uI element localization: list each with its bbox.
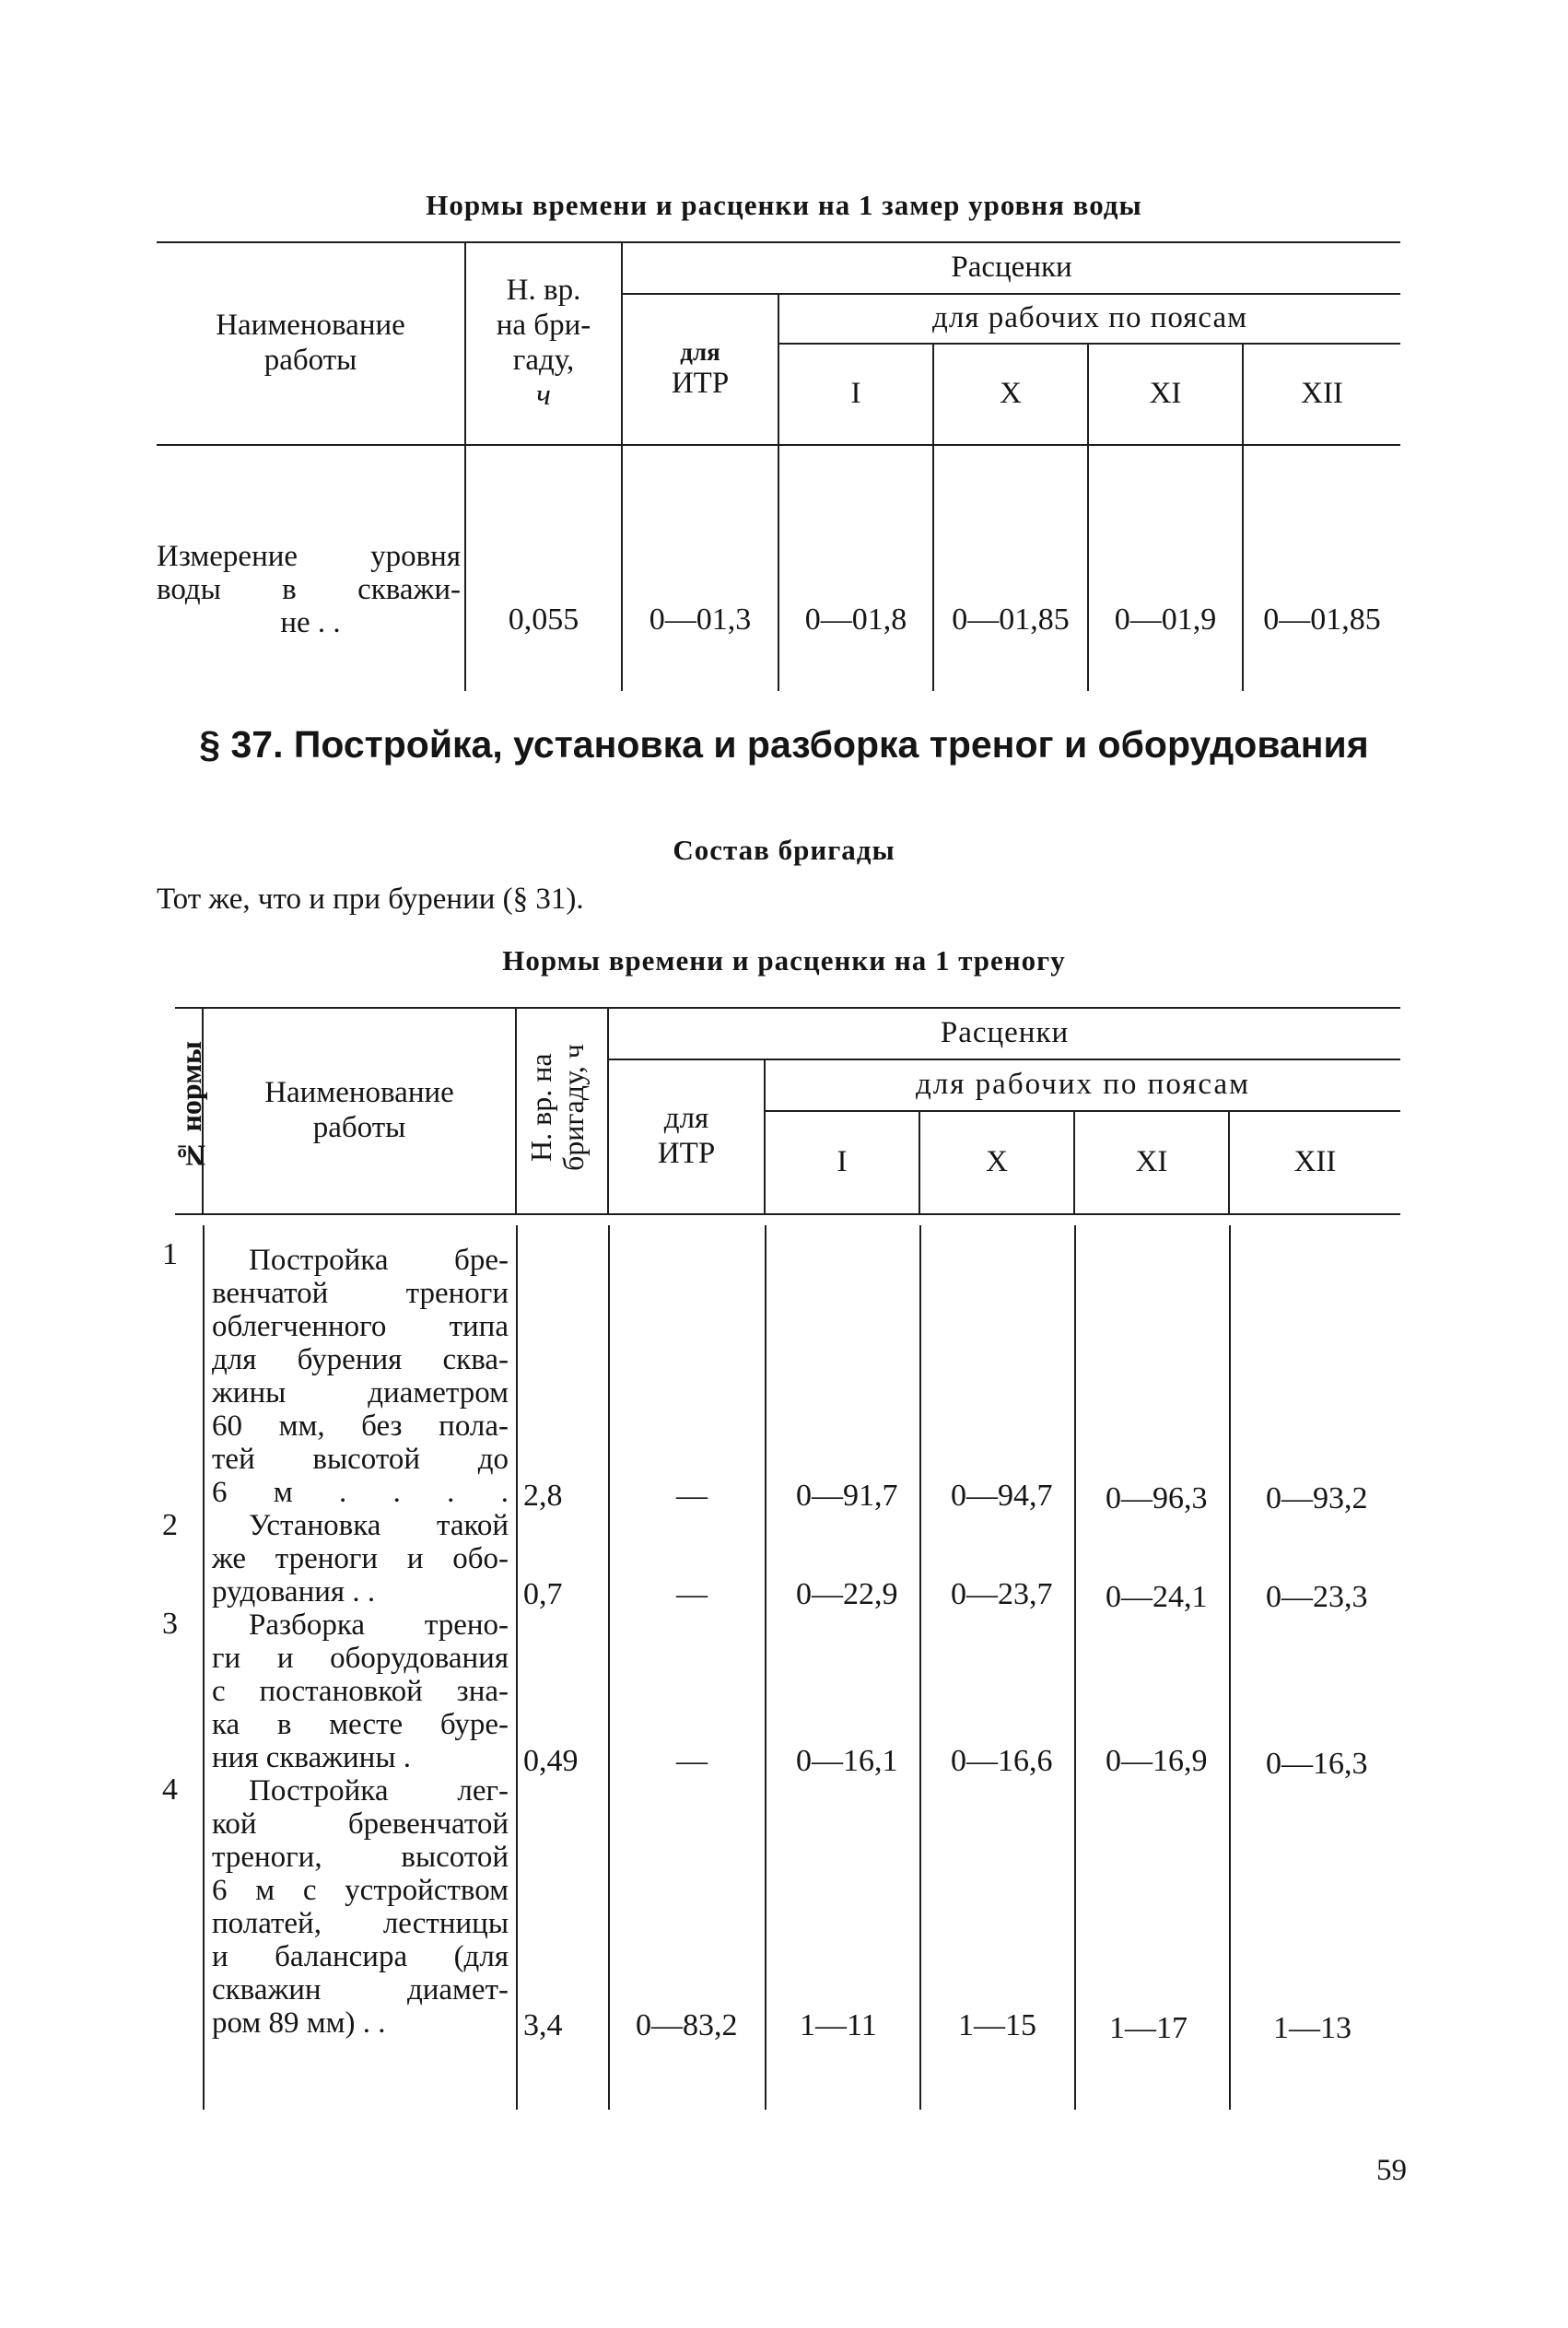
table2-header-name: Наименование работы [203, 1008, 516, 1214]
table2-row-zone-xi: 0—96,3 [1106, 1481, 1208, 1515]
table2-col-line [516, 1225, 518, 2110]
table2-row-num: 4 [162, 1772, 178, 1807]
table1-caption: Нормы времени и расценки на 1 замер уровня воды [426, 189, 1142, 221]
table1-row [157, 445, 1400, 691]
table1-row-zone-xii: 0—01,85 [1243, 445, 1400, 691]
table2-col-line [919, 1225, 921, 2110]
table2-header-zone-x: X [919, 1111, 1074, 1214]
table2-header-rates: Расценки [608, 1008, 1400, 1059]
table2-header-zone-i: I [765, 1111, 919, 1214]
table2-header-zone-xii: XII [1229, 1111, 1400, 1214]
table2-header [175, 1007, 1400, 1215]
table2-row-norm: 0,49 [523, 1744, 579, 1778]
table1 [157, 241, 1400, 691]
table2-row-zone-i: 0—16,1 [796, 1744, 898, 1778]
table2-row-zone-xii: 0—23,3 [1266, 1580, 1368, 1614]
table1-row-zone-i: 0—01,8 [778, 445, 933, 691]
table2-col-line [608, 1225, 610, 2110]
table2-row-name: Установка такой же треноги и обо- рудования . . [212, 1509, 509, 1609]
table2-row-norm: 3,4 [523, 2008, 563, 2042]
table2-header-itr: для ИТР [608, 1059, 765, 1214]
table1-header-zone-x: X [933, 344, 1088, 445]
table2-col-line [1229, 1225, 1231, 2110]
table2-row-itr: 0—83,2 [636, 2008, 738, 2042]
table2-header-norm: Н. вр. на бригаду, ч [516, 1008, 608, 1214]
table2-col-line [203, 1225, 205, 2110]
section-subtitle: Состав бригады [673, 834, 895, 866]
table1-header-workers: для рабочих по поясам [778, 294, 1400, 344]
table2-row-num: 3 [162, 1607, 178, 1641]
table2-row-zone-i: 0—22,9 [796, 1577, 898, 1611]
table1-row-zone-xi: 0—01,9 [1088, 445, 1243, 691]
table1-header-zone-i: I [778, 344, 933, 445]
table2-row-itr: — [676, 1479, 708, 1513]
table2-row-zone-xii: 0—93,2 [1266, 1481, 1368, 1515]
table2-header-zone-xi: XI [1074, 1111, 1229, 1214]
table1-row-norm: 0,055 [465, 445, 622, 691]
table2-row-zone-x: 0—16,6 [951, 1744, 1053, 1778]
table2-row-zone-x: 0—23,7 [951, 1577, 1053, 1611]
table1-header-itr: для ИТР [622, 294, 778, 445]
table1-row-name: Измерение уровня воды в скважи- не . . [157, 540, 461, 639]
section-title: § 37. Постройка, установка и разборка треног и оборудования [199, 723, 1369, 766]
table1-header-name: Наименование работы [157, 242, 465, 445]
section-text: Тот же, что и при бурении (§ 31). [157, 883, 584, 916]
table1-header-zone-xii: XII [1243, 344, 1400, 445]
table2-header-num: № нормы [175, 1008, 203, 1214]
table2-row-zone-xi: 0—24,1 [1106, 1580, 1208, 1614]
table1-row-zone-x: 0—01,85 [933, 445, 1088, 691]
table2-row-itr: — [676, 1577, 708, 1611]
table2-row-name: Постройка лег- кой бревенчатой треноги, высотой 6 м с устройством полатей, лестницы и балансира (для скважин диамет- ром 89 мм) . . [212, 1774, 509, 2040]
table2-col-line [1074, 1225, 1076, 2110]
table2-row-norm: 2,8 [523, 1479, 563, 1513]
table1-row-itr: 0—01,3 [622, 445, 778, 691]
table2-row-zone-xi: 1—17 [1109, 2011, 1188, 2045]
table2-row-itr: — [676, 1744, 708, 1778]
page-number: 59 [1376, 2154, 1407, 2187]
table1-header-zone-xi: XI [1088, 344, 1243, 445]
table2-row-name: Разборка трено- ги и оборудования с постановкой зна- ка в месте буре- ния скважины . [212, 1609, 509, 1774]
table2-col-line [765, 1225, 766, 2110]
table2-row-zone-x: 1—15 [958, 2008, 1036, 2042]
table2-header-workers: для рабочих по поясам [765, 1059, 1400, 1111]
table2-row-zone-i: 1—11 [800, 2008, 877, 2042]
table1-header-rates: Расценки [622, 242, 1400, 294]
table1-header-norm: Н. вр. на бри- гаду, ч [465, 242, 622, 445]
table2-row-num: 2 [162, 1508, 178, 1542]
table2-row-zone-xii: 1—13 [1273, 2011, 1352, 2045]
table2-row-name: Постройка бре- венчатой треноги облегченного типа для бурения сква- жины диаметром 60 мм, без пола- тей высотой до 6 м . . . . [212, 1244, 509, 1509]
table2-caption: Нормы времени и расценки на 1 треногу [502, 944, 1066, 977]
table2-row-zone-x: 0—94,7 [951, 1479, 1053, 1513]
table2-row-num: 1 [162, 1237, 178, 1271]
table2-row-zone-xi: 0—16,9 [1106, 1744, 1208, 1778]
table2-row-zone-i: 0—91,7 [796, 1479, 898, 1513]
table2-row-norm: 0,7 [523, 1577, 563, 1611]
table2-row-zone-xii: 0—16,3 [1266, 1747, 1368, 1781]
